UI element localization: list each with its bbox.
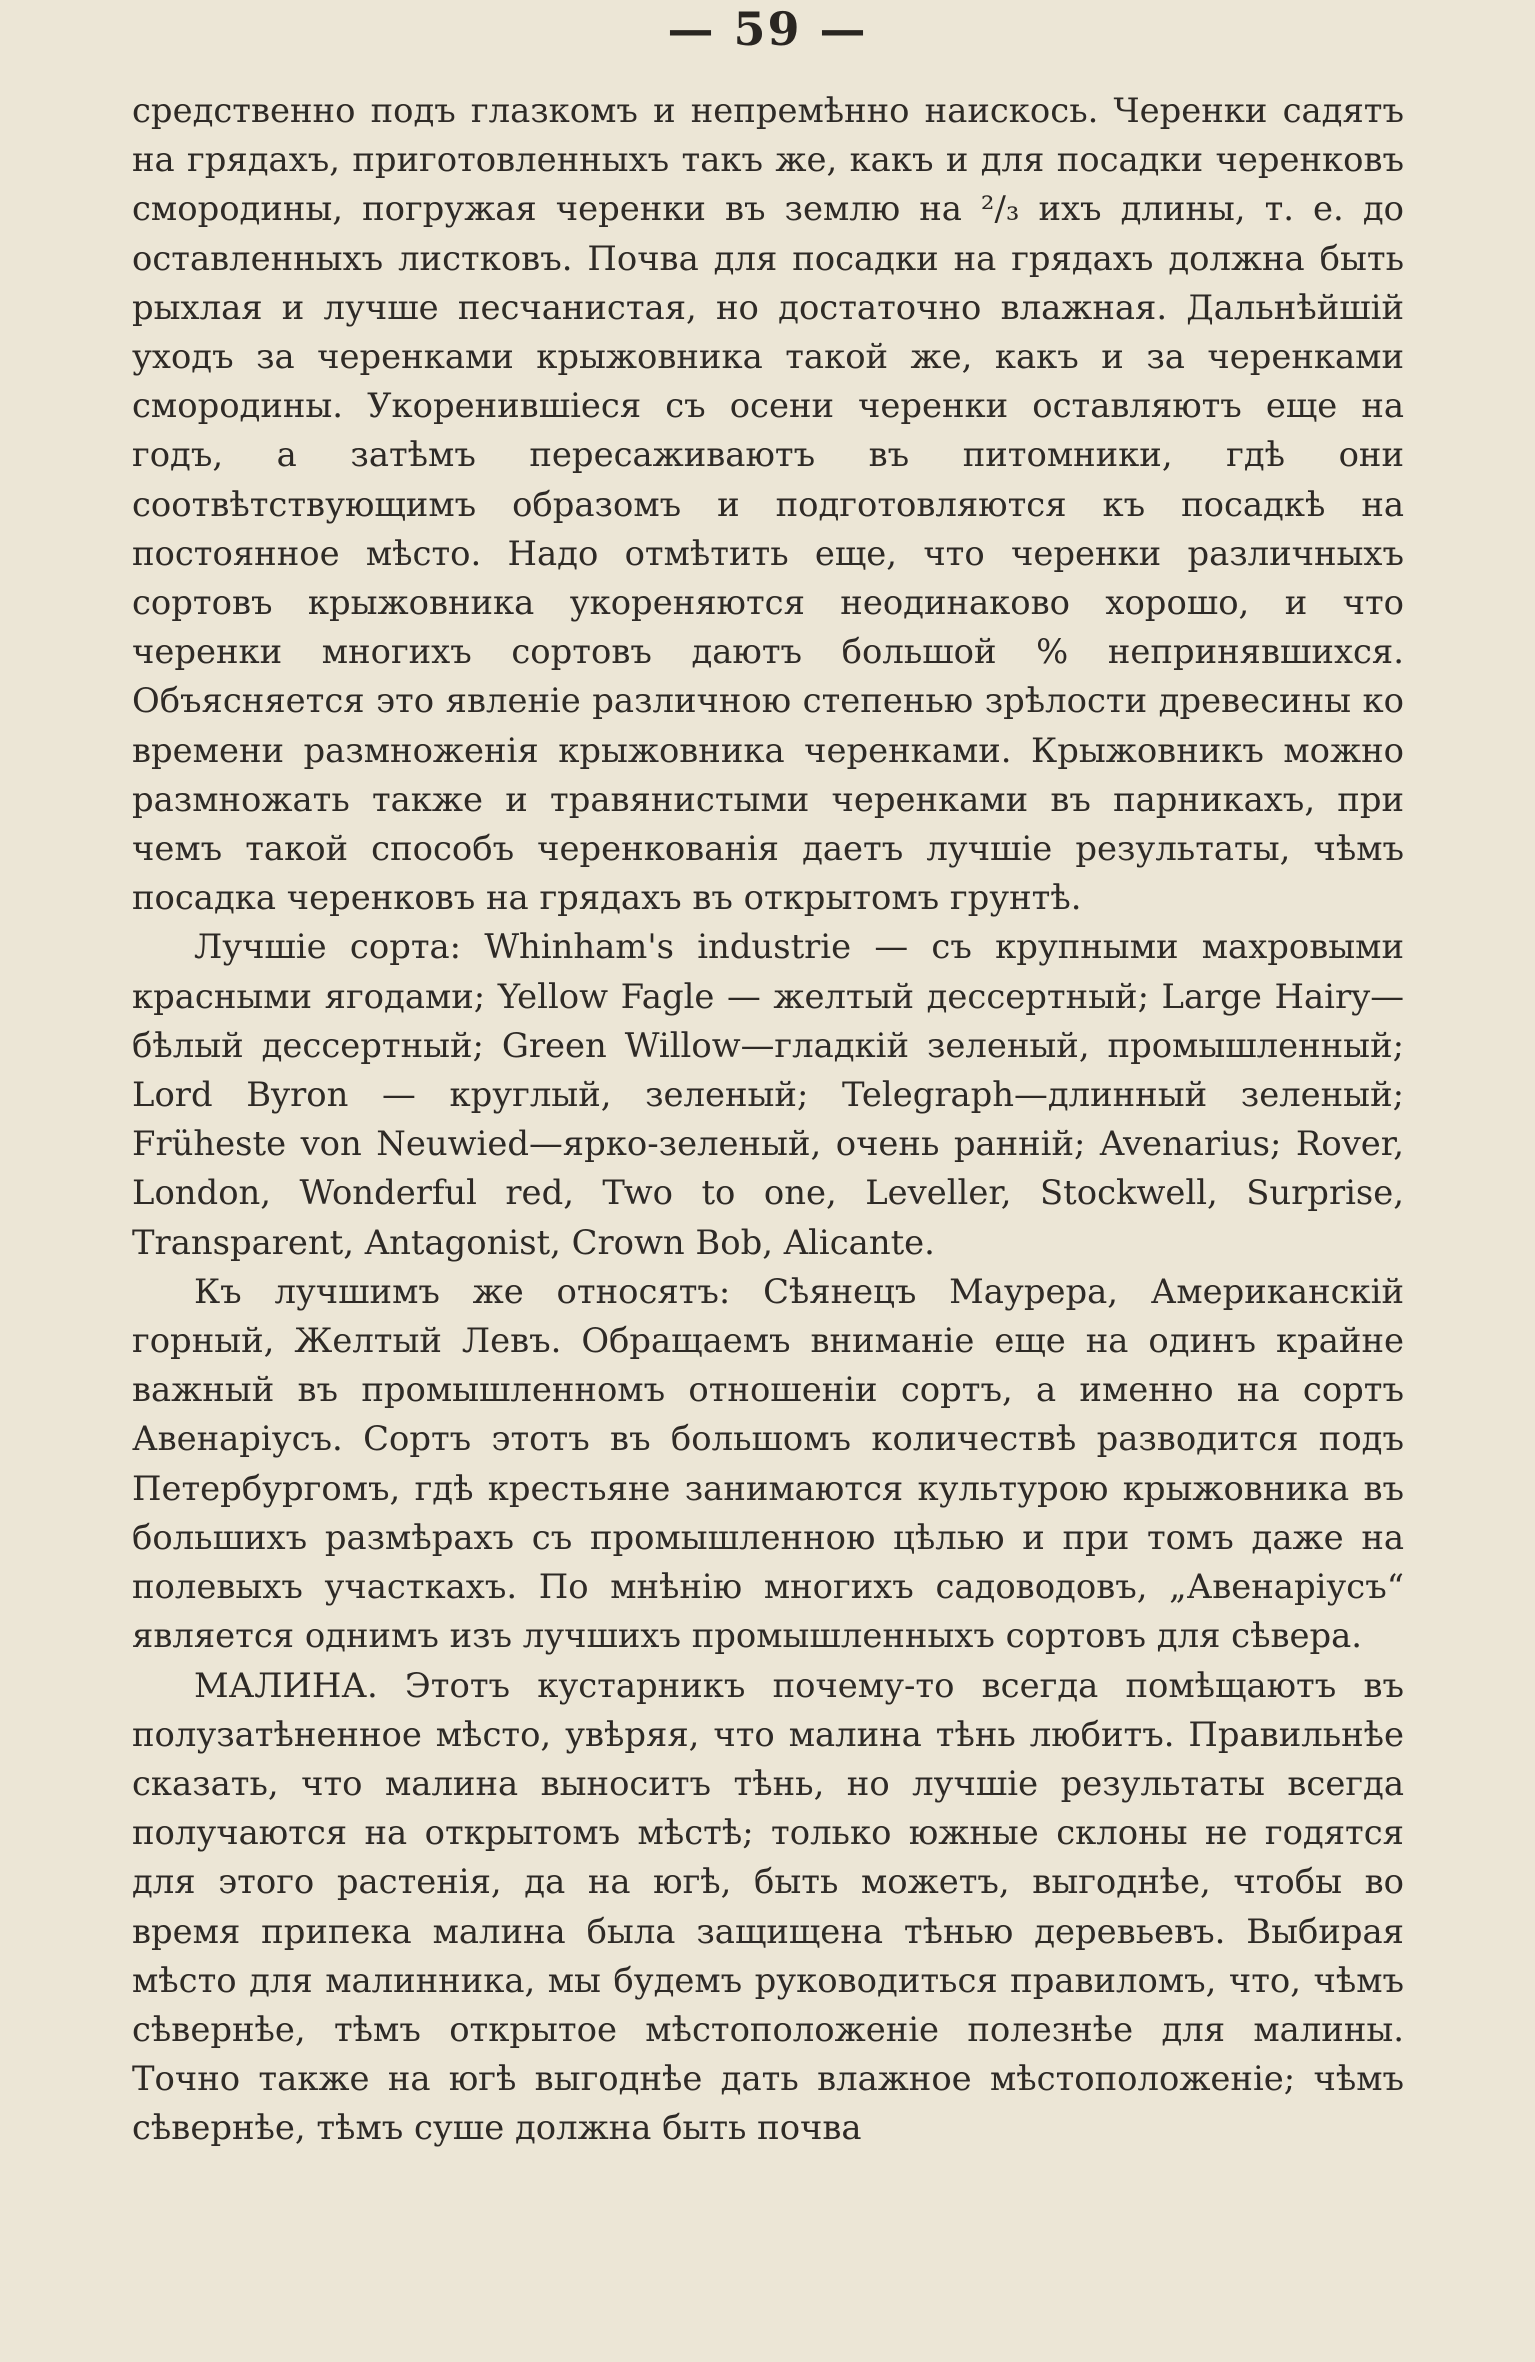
page-body: [132, 86, 1404, 2153]
paragraph-best-varieties: Лучшіе сорта: Whinham's industrie — съ крупными махровыми красными ягодами; Yellow Fagle — желтый дессертный; Large Hairy—бѣлый дессертный; Green Willow—гладкій зеленый, промышленный; Lord Byron — круглый, зеленый; Telegraph—длинный зеленый; Früheste von Neuwied—ярко-зеленый, очень ранній; Avenarius; Rover, London, Wonderful red, Two to one, Leveller, Stockwell, Surprise, Transparent, Antagonist, Crown Bob, Alicante.: [132, 927, 1404, 1262]
paragraph-gooseberry-cuttings: средственно подъ глазкомъ и непремѣнно наискось. Черенки садятъ на грядахъ, приготовленныхъ такъ же, какъ и для посадки черенковъ смородины, погружая черенки въ землю на ²/₃ ихъ длины, т. е. до оставленныхъ листковъ. Почва для посадки на грядахъ должна быть рыхлая и лучше песчанистая, но достаточно влажная. Дальнѣйшій уходъ за черенками крыжовника такой же, какъ и за черенками смородины. Укоренившіеся съ осени черенки оставляютъ еще на годъ, а затѣмъ пересаживаютъ въ питомники, гдѣ они соотвѣтствующимъ образомъ и подготовляются къ посадкѣ на постоянное мѣсто. Надо отмѣтить еще, что черенки различныхъ сортовъ крыжовника укореняются неодинаково хорошо, и что черенки многихъ сортовъ даютъ большой % непринявшихся. Объясняется это явленіе различною степенью зрѣлости древесины ко времени размноженія крыжовника черенками. Крыжовникъ можно размножать также и травянистыми черенками въ парникахъ, при чемъ такой способъ черенкованія даетъ лучшіе результаты, чѣмъ посадка черенковъ на грядахъ въ открытомъ грунтѣ.: [132, 91, 1404, 918]
paragraph-raspberry: МАЛИНА. Этотъ кустарникъ почему-то всегда помѣщаютъ въ полузатѣненное мѣсто, увѣряя, что малина тѣнь любитъ. Правильнѣе сказать, что малина выноситъ тѣнь, но лучшіе результаты всегда получаются на открытомъ мѣстѣ; только южные склоны не годятся для этого растенія, да на югѣ, быть можетъ, выгоднѣе, чтобы во время припека малина была защищена тѣнью деревьевъ. Выбирая мѣсто для малинника, мы будемъ руководиться правиломъ, что, чѣмъ сѣвернѣе, тѣмъ открытое мѣстоположеніе полезнѣе для малины. Точно также на югѣ выгоднѣе дать влажное мѣстоположеніе; чѣмъ сѣвернѣе, тѣмъ суше должна быть почва: [132, 1665, 1404, 2148]
page-number: — 59 —: [667, 2, 868, 56]
paragraph-avenarius: Къ лучшимъ же относятъ: Сѣянецъ Маурера, Американскій горный, Желтый Левъ. Обращаемъ вниманіе еще на одинъ крайне важный въ промышленномъ отношеніи сортъ, а именно на сортъ Авенаріусъ. Сортъ этотъ въ большомъ количествѣ разводится подъ Петербургомъ, гдѣ крестьяне занимаются культурою крыжовника въ большихъ размѣрахъ съ промышленною цѣлью и при томъ даже на полевыхъ участкахъ. По мнѣнію многихъ садоводовъ, „Авенаріусъ“ является однимъ изъ лучшихъ промышленныхъ сортовъ для сѣвера.: [132, 1271, 1404, 1656]
